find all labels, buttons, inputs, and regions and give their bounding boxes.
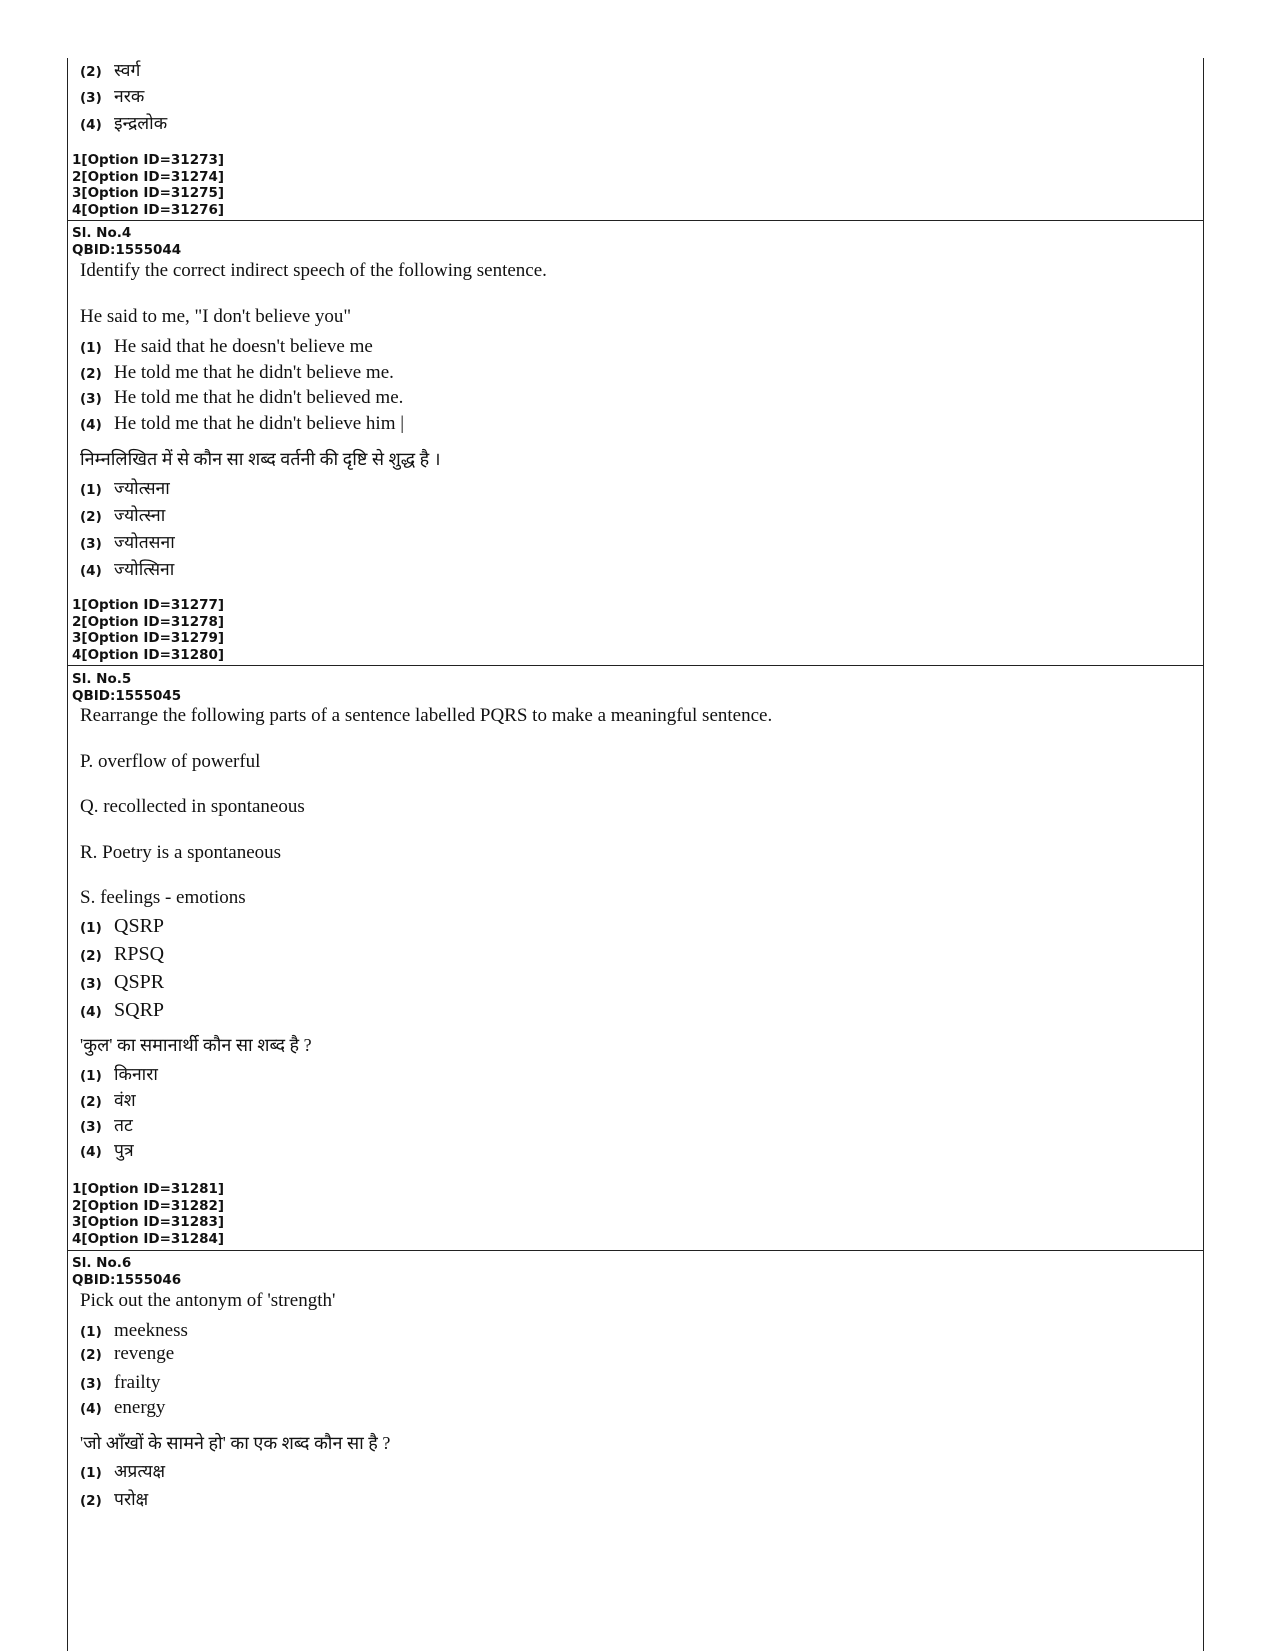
- option-text: He told me that he didn't believe him |: [114, 413, 405, 434]
- option-id: 1[Option ID=31273]: [72, 152, 225, 168]
- option-number: (2): [80, 1347, 102, 1363]
- option-text: SQRP: [114, 999, 165, 1021]
- option-text: He told me that he didn't believe me.: [114, 362, 394, 383]
- option-text: तट: [114, 1115, 133, 1135]
- option: [80, 1062, 158, 1086]
- option-number: (2): [80, 948, 102, 964]
- option-text: पुत्र: [114, 1140, 134, 1160]
- option-text: अप्रत्यक्ष: [114, 1461, 166, 1481]
- option-number: (4): [80, 1401, 102, 1417]
- option: [80, 476, 170, 500]
- option: [80, 111, 167, 135]
- option-text: नरक: [114, 86, 145, 106]
- option-id: 4[Option ID=31280]: [72, 646, 225, 663]
- option-text: इन्द्रलोक: [114, 113, 168, 133]
- option: [80, 84, 144, 108]
- option: [80, 1397, 165, 1421]
- option-number: (4): [80, 417, 102, 433]
- option: [80, 1138, 134, 1162]
- serial-number: Sl. No.6: [72, 1255, 132, 1271]
- option-number: (2): [80, 366, 102, 382]
- option-text: ज्योत्सिना: [114, 559, 175, 579]
- section-divider: [68, 220, 1203, 221]
- option-number: (2): [80, 509, 102, 525]
- option-id: 2[Option ID=31278]: [72, 613, 225, 630]
- question-header: [72, 671, 181, 704]
- option-text: ज्योतसना: [114, 532, 175, 552]
- option-number: (1): [80, 920, 102, 936]
- option-text: QSRP: [114, 915, 165, 937]
- option-text: revenge: [114, 1343, 175, 1364]
- option-text: energy: [114, 1397, 166, 1418]
- option-text: वंश: [114, 1090, 136, 1110]
- option: [80, 1343, 174, 1367]
- sentence-part: P. overflow of powerful: [80, 751, 261, 772]
- option-text: ज्योत्सना: [114, 478, 170, 498]
- serial-number: Sl. No.5: [72, 671, 132, 687]
- option-id: 2[Option ID=31282]: [72, 1197, 225, 1214]
- question-text: Rearrange the following parts of a sentence labelled PQRS to make a meaningful sentence.: [80, 705, 773, 726]
- option-id: 4[Option ID=31276]: [72, 201, 225, 218]
- option: [80, 336, 373, 360]
- section-divider: [68, 665, 1203, 666]
- question-text: Identify the correct indirect speech of the following sentence.: [80, 260, 547, 281]
- option-number: (4): [80, 1004, 102, 1020]
- option-text: frailty: [114, 1372, 161, 1393]
- option: [80, 503, 165, 527]
- question-header: [72, 225, 181, 258]
- sentence-part: R. Poetry is a spontaneous: [80, 842, 282, 863]
- option-number: (3): [80, 976, 102, 992]
- option-id: 3[Option ID=31275]: [72, 185, 225, 201]
- option: [80, 971, 164, 995]
- option: [80, 1372, 160, 1396]
- option: [80, 943, 164, 967]
- option-number: (4): [80, 1144, 102, 1160]
- option-ids: [72, 597, 224, 663]
- option-number: (1): [80, 1465, 102, 1481]
- option: [80, 557, 174, 581]
- option-number: (3): [80, 536, 102, 552]
- option-text: परोक्ष: [114, 1489, 149, 1509]
- option-text: RPSQ: [114, 943, 165, 965]
- option-text: He said that he doesn't believe me: [114, 336, 373, 357]
- sentence-part: S. feelings - emotions: [80, 887, 246, 908]
- question-sentence: He said to me, "I don't believe you": [80, 306, 352, 327]
- option-number: (2): [80, 1493, 102, 1509]
- option-text: QSPR: [114, 971, 165, 993]
- hindi-question-text: 'जो आँखों के सामने हो' का एक शब्द कौन सा है ?: [80, 1433, 391, 1453]
- option-number: (3): [80, 1376, 102, 1392]
- option-id: 3[Option ID=31283]: [72, 1214, 225, 1230]
- option-number: (1): [80, 482, 102, 498]
- option-text: स्वर्ग: [114, 60, 141, 80]
- option: [80, 58, 140, 82]
- option-number: (3): [80, 1119, 102, 1135]
- option-text: किनारा: [114, 1064, 158, 1084]
- option: [80, 1113, 133, 1137]
- option: [80, 530, 175, 554]
- option: [80, 1320, 188, 1344]
- option-id: 1[Option ID=31281]: [72, 1181, 225, 1197]
- qbid: QBID:1555044: [72, 241, 182, 258]
- option-number: (4): [80, 563, 102, 579]
- section-divider: [68, 1250, 1203, 1251]
- qbid: QBID:1555046: [72, 1271, 182, 1288]
- sentence-part: Q. recollected in spontaneous: [80, 796, 305, 817]
- option-text: meekness: [114, 1320, 188, 1341]
- hindi-question-text: 'कुल' का समानार्थी कौन सा शब्द है ?: [80, 1035, 312, 1055]
- option-id: 2[Option ID=31274]: [72, 168, 225, 185]
- qbid: QBID:1555045: [72, 687, 182, 704]
- option-number: (1): [80, 1324, 102, 1340]
- hindi-question-text: निम्नलिखित में से कौन सा शब्द वर्तनी की दृष्टि से शुद्ध है ।: [80, 449, 441, 469]
- option-number: (1): [80, 1068, 102, 1084]
- option-id: 4[Option ID=31284]: [72, 1230, 225, 1247]
- option: [80, 362, 394, 386]
- option: [80, 999, 164, 1023]
- option-ids: [72, 152, 224, 218]
- option-id: 1[Option ID=31277]: [72, 597, 225, 613]
- option-id: 3[Option ID=31279]: [72, 630, 225, 646]
- option-number: (4): [80, 117, 102, 133]
- question-text: Pick out the antonym of 'strength': [80, 1290, 336, 1311]
- serial-number: Sl. No.4: [72, 225, 132, 241]
- option: [80, 1459, 165, 1483]
- option: [80, 915, 164, 939]
- option-text: He told me that he didn't believed me.: [114, 387, 404, 408]
- option-number: (3): [80, 391, 102, 407]
- option: [80, 413, 404, 437]
- option-number: (2): [80, 1094, 102, 1110]
- option-ids: [72, 1181, 224, 1247]
- option-number: (3): [80, 90, 102, 106]
- question-paper-page: [67, 58, 1204, 1651]
- question-header: [72, 1255, 181, 1288]
- option-number: (2): [80, 64, 102, 80]
- option-text: ज्योत्स्ना: [114, 505, 166, 525]
- option-number: (1): [80, 340, 102, 356]
- option: [80, 1487, 148, 1511]
- option: [80, 1088, 136, 1112]
- option: [80, 387, 403, 411]
